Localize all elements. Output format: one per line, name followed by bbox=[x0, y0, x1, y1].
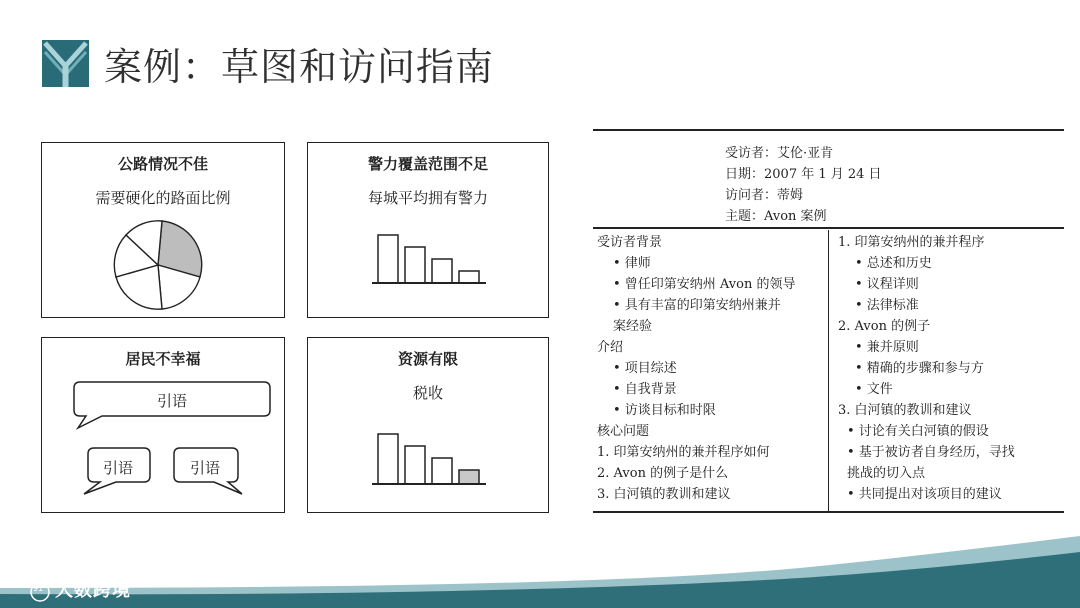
pie-chart-sketch bbox=[112, 219, 204, 311]
divider bbox=[593, 227, 1064, 229]
guide-left-line: 2. Avon 的例子是什么 bbox=[597, 466, 729, 481]
guide-right-line: • 议程详则 bbox=[855, 277, 919, 292]
panel-road-conditions bbox=[41, 142, 285, 318]
guide-right-line: 1. 印第安纳州的兼并程序 bbox=[838, 235, 985, 250]
quote-text: 引语 bbox=[103, 459, 134, 477]
guide-right-line: • 共同提出对该项目的建议 bbox=[847, 487, 1002, 502]
guide-left-line: • 项目综述 bbox=[613, 361, 677, 376]
panel-subtitle: 需要硬化的路面比例 bbox=[95, 189, 231, 207]
panel-police-coverage bbox=[307, 142, 549, 318]
speech-bubbles-sketch bbox=[42, 338, 286, 514]
divider bbox=[593, 129, 1064, 131]
guide-left-line: 受访者背景 bbox=[597, 235, 663, 250]
bar-chart-sketch bbox=[370, 430, 488, 486]
guide-left-line: • 自我背景 bbox=[613, 382, 677, 397]
guide-right-line: • 基于被访者自身经历，寻找 bbox=[847, 445, 1015, 460]
panel-subtitle: 每城平均拥有警力 bbox=[367, 189, 488, 207]
guide-left-line: 1. 印第安纳州的兼并程序如何 bbox=[597, 445, 770, 460]
guide-left-line: 核心问题 bbox=[597, 424, 650, 439]
panel-title: 居民不幸福 bbox=[125, 350, 201, 368]
guide-left-line: • 访谈目标和时限 bbox=[613, 403, 716, 418]
guide-left-line: 案经验 bbox=[613, 319, 653, 334]
guide-left-line: 3. 白河镇的教训和建议 bbox=[597, 487, 731, 502]
guide-right-line: 3. 白河镇的教训和建议 bbox=[838, 403, 972, 418]
footer-watermark: 大数跨境 bbox=[55, 580, 131, 601]
panel-residents-unhappy bbox=[41, 337, 285, 513]
guide-right-line: • 精确的步骤和参与方 bbox=[855, 361, 984, 376]
guide-left-line: • 曾任印第安纳州 Avon 的领导 bbox=[613, 277, 796, 292]
guide-right-line: 2. Avon 的例子 bbox=[838, 319, 931, 334]
guide-left-line: • 具有丰富的印第安纳州兼并 bbox=[613, 298, 781, 313]
guide-right-line: • 讨论有关白河镇的假设 bbox=[847, 424, 989, 439]
panel-limited-resources bbox=[307, 337, 549, 513]
slide-title: 案例：草图和访问指南 bbox=[104, 45, 495, 89]
guide-right-line: 挑战的切入点 bbox=[847, 466, 926, 481]
panel-title: 警力覆盖范围不足 bbox=[367, 155, 488, 173]
guide-right-line: • 兼并原则 bbox=[855, 340, 919, 355]
guide-left-line: 介绍 bbox=[597, 340, 624, 355]
panel-subtitle: 税收 bbox=[412, 384, 443, 402]
quote-text: 引语 bbox=[190, 459, 221, 477]
bar-chart-sketch bbox=[370, 229, 488, 285]
guide-header-subject: 主题：Avon 案例 bbox=[725, 209, 827, 224]
column-divider bbox=[828, 230, 829, 512]
slide-logo-icon bbox=[42, 40, 89, 87]
guide-right-line: • 总述和历史 bbox=[855, 256, 932, 271]
guide-header-interviewer: 访问者：蒂姆 bbox=[725, 188, 804, 203]
panel-title: 公路情况不佳 bbox=[117, 155, 208, 173]
quote-text: 引语 bbox=[157, 392, 188, 410]
divider bbox=[593, 511, 1064, 513]
guide-right-line: • 法律标准 bbox=[855, 298, 919, 313]
guide-header-interviewee: 受访者：艾伦·亚肯 bbox=[725, 146, 834, 161]
guide-right-line: • 文件 bbox=[855, 382, 893, 397]
panel-title: 资源有限 bbox=[397, 350, 458, 368]
footer-badge: 91 bbox=[33, 584, 44, 593]
interview-guide bbox=[585, 129, 1064, 515]
guide-left-line: • 律师 bbox=[613, 256, 651, 271]
footer-wave bbox=[0, 528, 1080, 608]
guide-header-date: 日期：2007 年 1 月 24 日 bbox=[725, 167, 882, 182]
